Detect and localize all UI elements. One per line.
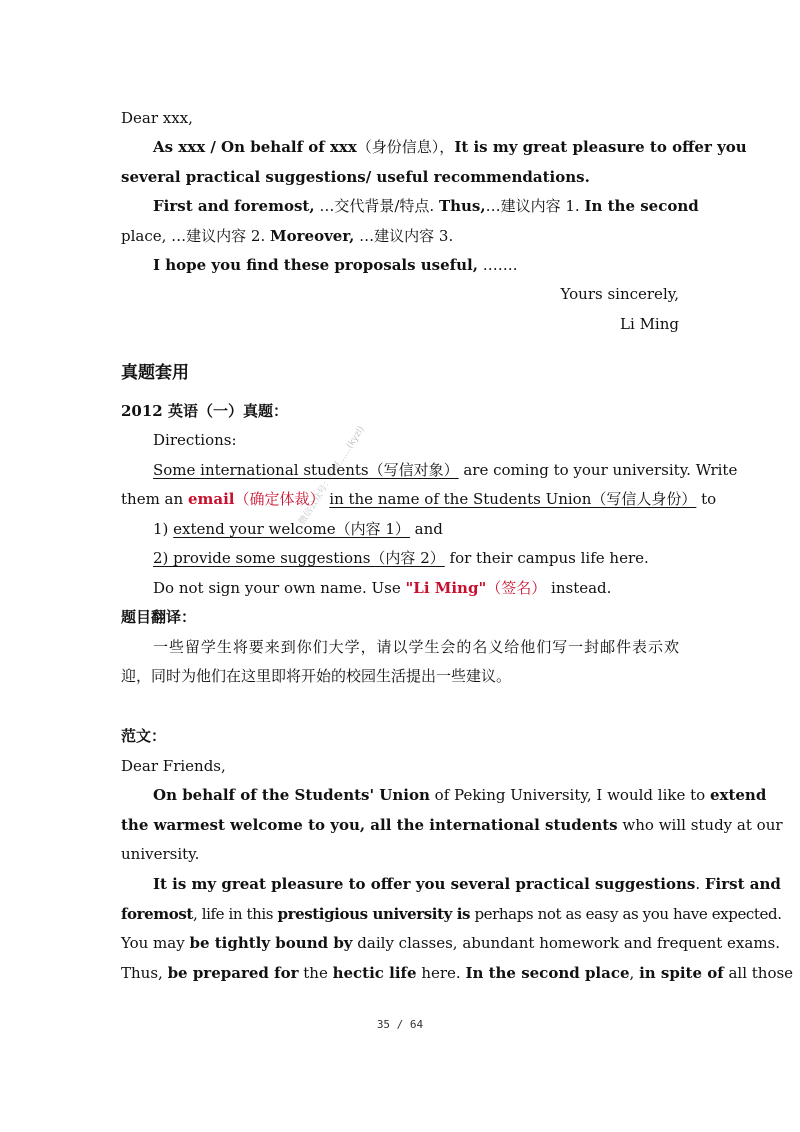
translation-line-1: 一些留学生将要来到你们大学，请以学生会的名义给他们写一封邮件表示欢 bbox=[153, 638, 679, 656]
sample-line-4: It is my great pleasure to offer you several practical suggestions. First and bbox=[153, 875, 781, 893]
section-title: 真题套用 bbox=[121, 363, 189, 383]
sample-line-5: foremost, life in this prestigious university is perhaps not as easy as you have expected. bbox=[121, 905, 782, 923]
exam-line-2: them an email（确定体裁） in the name of the Students Union（写信人身份） to bbox=[121, 490, 717, 508]
template-greeting: Dear xxx, bbox=[121, 109, 193, 127]
template-paragraph-1-line-2: several practical suggestions/ useful recommendations. bbox=[121, 168, 590, 186]
template-paragraph-3: I hope you find these proposals useful, ……. bbox=[153, 256, 518, 274]
exam-directions-label: Directions: bbox=[153, 431, 237, 449]
template-signature: Li Ming bbox=[620, 315, 679, 333]
sample-line-1: On behalf of the Students' Union of Peking University, I would like to extend bbox=[153, 786, 767, 804]
template-paragraph-2-line-2: place, …建议内容 2. Moreover, …建议内容 3. bbox=[121, 227, 454, 245]
exam-line-5: Do not sign your own name. Use "Li Ming"（签名） instead. bbox=[153, 579, 612, 597]
page-number: 35 / 64 bbox=[376, 1018, 424, 1031]
template-paragraph-1-line-1: As xxx / On behalf of xxx（身份信息），It is my great pleasure to offer you bbox=[153, 138, 747, 156]
sample-greeting: Dear Friends, bbox=[121, 757, 226, 775]
translation-title: 题目翻译： bbox=[121, 608, 197, 626]
template-closing: Yours sincerely, bbox=[560, 285, 679, 303]
exam-line-1: Some international students（写信对象） are coming to your university. Write bbox=[153, 461, 738, 479]
exam-title: 2012 英语（一）真题： bbox=[121, 402, 288, 420]
sample-line-3: university. bbox=[121, 845, 200, 863]
sample-line-6: You may be tightly bound by daily classes, abundant homework and frequent exams. bbox=[121, 934, 781, 952]
sample-line-7: Thus, be prepared for the hectic life here. In the second place, in spite of all those bbox=[121, 964, 794, 982]
template-paragraph-2-line-1: First and foremost, …交代背景/特点. Thus,…建议内容 1. In the second bbox=[153, 197, 699, 215]
sample-title: 范文： bbox=[121, 727, 167, 745]
translation-line-2: 迎，同时为他们在这里即将开始的校园生活提出一些建议。 bbox=[121, 667, 512, 685]
sample-line-2: the warmest welcome to you, all the international students who will study at our bbox=[121, 816, 783, 834]
watermark: 微信公众号：考研……(kyzl) bbox=[297, 424, 367, 527]
exam-line-3: 1) extend your welcome（内容 1） and bbox=[153, 520, 443, 538]
exam-line-4: 2) provide some suggestions（内容 2） for their campus life here. bbox=[153, 549, 649, 567]
